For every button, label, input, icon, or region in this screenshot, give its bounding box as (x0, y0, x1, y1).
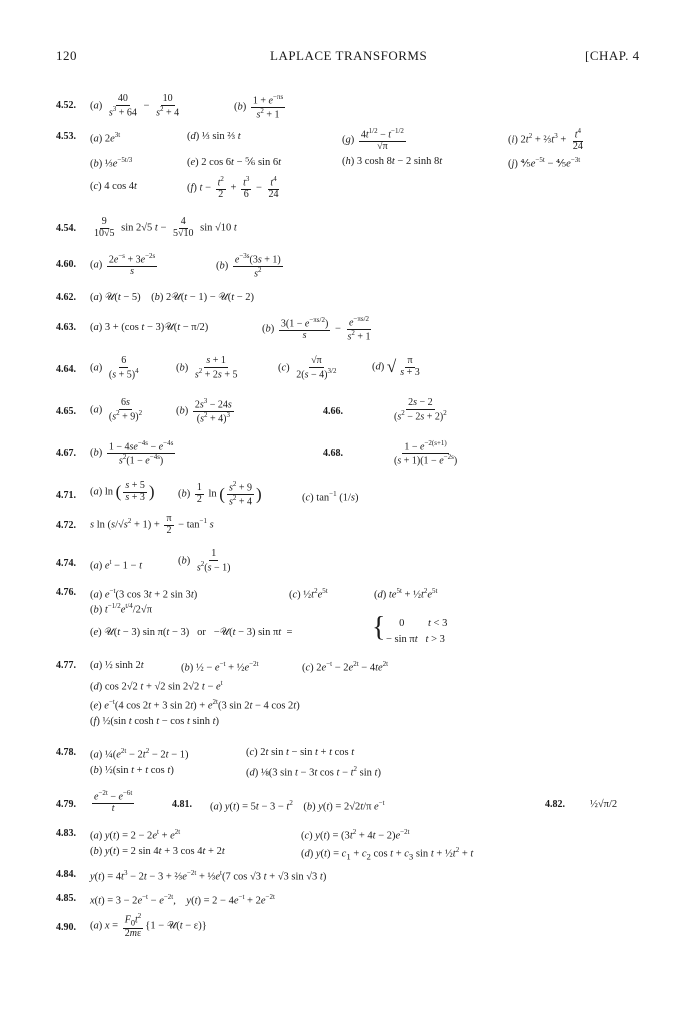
answer-part: (b) $\frac{2s^3 - 24s}{(s^2 + 4)^3}$ (176, 397, 232, 425)
answer-part: (c) 2t sin t − sin t + t cos t (246, 747, 355, 758)
answer-part: (d) √ $\frac{\pi}{s + 3}$ (372, 355, 420, 378)
answer-part: (a) 𝒰(t − 5) (b) 2𝒰(t − 1) − 𝒰(t − 2) (90, 292, 255, 303)
answer-part: (e) 2 cos 6t − ⅚ sin 6t (187, 157, 281, 168)
answer-part: − sin πt t > 3 (386, 634, 445, 645)
answer-part: $\frac{2s - 2}{(s^2 - 2s + 2)^2}$ (394, 397, 447, 422)
answer-part: (b) $\frac{1}{2}$ ln ( $\frac{s^2 + 9}{s^2 + 4}$ ) (178, 480, 262, 508)
answer-part: (d) ⅛(3 sin t − 3t $\cos t - t^2$ sin t) (246, 765, 381, 779)
answer-part: (b) $\frac{3(1 - e^{-\pi s/2})}{s}$ − $\frac{e^{-\pi s/2}}{s^2 + 1}$ (262, 315, 371, 343)
answer-part: $\frac{e^{-2t} - e^{-6t}}{t}$ (94, 789, 133, 814)
answer-part: (b) y(t) = 2 sin 4t + 3 cos 4t + 2t (90, 846, 225, 857)
answer-part: (a) $\frac{6s}{(s^2 + 9)^2}$ (90, 397, 143, 422)
answer-part: (a) $2e^{3t}$ (90, 131, 121, 145)
answer-part: $\frac{9}{10√5}$ sin 2√5 t − $\frac{4}{5√10}$ sin √10 t (94, 216, 237, 239)
answer-part: (e) 𝒰(t − 3) sin π(t − 3) or −𝒰(t − 3) sin πt = (90, 627, 293, 638)
answer-part: $\frac{1 - e^{-2(s+1)}}{(s + 1)(1 - e^{-2s})}$ (394, 439, 458, 467)
answer-part: (c) $\tan^{-1} (1/s)$ (302, 490, 359, 504)
answer-part: (d) ⅓ sin ⅔ t (187, 131, 241, 142)
answer-part: (a) x = $\frac{F_0t^2}{2m\varepsilon}$ {1 − 𝒰(t − ε)} (90, 912, 207, 940)
page-number: 120 (56, 48, 77, 63)
answer-part: (a) $\frac{1}{4}(e^{2t} - 2t^2 - 2t - 1)$ (90, 747, 189, 761)
answer-part: (b) $\frac{1}{3}e^{-5t/3}$ (90, 156, 133, 170)
answer-part: (a) $e^{-t}(3$ cos 3t + 2 sin 3t) (90, 587, 198, 601)
answer-part: (e) $e^{-t}(4$ cos 2t + 3 $\sin 2t) + e^{2t}(3$ sin 2t − 4 cos 2t) (90, 698, 300, 712)
answer-part: (f) t − $\frac{t^2}{2}$ + $\frac{t^3}{6}$ − $\frac{t^4}{24}$ (187, 175, 279, 200)
answer-part: (a) ln ( $\frac{s + 5}{s + 3}$ ) (90, 480, 155, 503)
running-title: LAPLACE TRANSFORMS (270, 48, 428, 63)
answer-part: (d) cos 2√2 t + √2 sin 2√2 $t - e^t$ (90, 679, 223, 693)
answer-part: s $\ln (s/√s^2 + 1)$ + $\frac{\pi}{2}$ − $\tan^{-1} s$ (90, 513, 214, 536)
answer-part: (a) $y(t) = 5t - 3 - t^2$ (b) y(t) = 2√2t/π $e^{-t}$ (210, 799, 385, 813)
answer-part: (d) $y(t) = c_1 + c_2$ $\cos t + c_3$ $\sin t + \frac{1}{2}t^2 + t$ (301, 846, 474, 862)
answer-part: (b) ½(sin t + t cos t) (90, 765, 174, 776)
answer-part: (b) $\frac{e^{-3s}(3s + 1)}{s^2}$ (216, 252, 281, 280)
answer-part: (b) $\frac{1 - 4se^{-4s} - e^{-4s}}{s^2(1 - e^{-4s})}$ (90, 439, 174, 467)
answer-part: (f) ½(sin t cosh t − cos t sinh t) (90, 716, 220, 727)
answer-part: (j) $\frac{4}{5}e^{-5t}$ − $\frac{4}{5}e^{-3t}$ (508, 156, 581, 170)
answer-part: (a) ½ sinh 2t (90, 660, 144, 671)
answer-part: $x(t) = 3 - 2e^{-t} - e^{-2t}$, $y(t) = 2 - 4e^{-t} + 2e^{-2t}$ (90, 893, 275, 907)
chapter-label: [CHAP. 4 (585, 48, 640, 63)
answer-part: (g) $\frac{4t^{1/2} - t^{-1/2}}{√\pi}$ (342, 127, 404, 152)
answer-part: (b) ½ − $e^{-t}$ + $\frac{1}{2}e^{-2t}$ (181, 660, 259, 674)
answer-part: (c) $y(t) = (3t^2 + 4t - 2)e^{-2t}$ (301, 828, 410, 842)
answer-part: (c) 4 cos 4t (90, 181, 137, 192)
answer-part: (b) $\frac{1 + e^{-\pi s}}{s^2 + 1}$ (234, 93, 284, 121)
answer-part: (b) $\frac{1}{s^2(s - 1)}$ (178, 548, 231, 573)
answer-part: (c) $\frac{√\pi}{2(s - 4)^{3/2}}$ (278, 355, 337, 380)
answer-part: (a) $e^t - 1 - t$ (90, 558, 143, 572)
answer-part: 0 t < 3 (386, 618, 448, 629)
answer-part: (b) $\frac{s + 1}{s^2 + 2s + 5}$ (176, 355, 238, 380)
answer-part: (c) $2e^{-t} - 2e^{2t} - 4te^{2t}$ (302, 660, 389, 674)
answer-part: (d) $te^{5t}$ + $\frac{1}{2}t^2e^{5t}$ (374, 587, 438, 601)
answer-part: (a) 3 + (cos t − 3)𝒰(t − π/2) (90, 322, 209, 333)
answer-part: ½√π/2 (590, 799, 618, 810)
answer-part: (h) 3 cosh 8t − 2 sinh 8t (342, 156, 443, 167)
answer-part: (i) $2t^2$ + $\frac{2}{3}t^3$ + $\frac{t^4}{24}$ (508, 127, 583, 152)
answer-part: $y(t) = 4t^3 - 2t - 3$ + $\frac{2}{3}e^{-2t}$ + $\frac{1}{3}e^t(7$ cos √3 t + √3 sin √3 t) (90, 869, 327, 883)
answer-part: (c) $\frac{1}{2}t^2e^{5t}$ (289, 587, 328, 601)
answer-part: (a) $\frac{6}{(s + 5)^4}$ (90, 355, 139, 380)
answer-part: (a) $\frac{40}{s^3 + 64}$ − $\frac{10}{s^2 + 4}$ (90, 93, 180, 118)
answer-part: (a) $\frac{2e^{-s} + 3e^{-2s}}{s}$ (90, 252, 156, 277)
answer-part: (b) $t^{-1/2}e^{t/4}/2√\pi$ (90, 602, 152, 616)
answer-part: (a) $y(t) = 2 - 2e^t + e^{2t}$ (90, 828, 181, 842)
piecewise-brace: { (372, 612, 386, 643)
